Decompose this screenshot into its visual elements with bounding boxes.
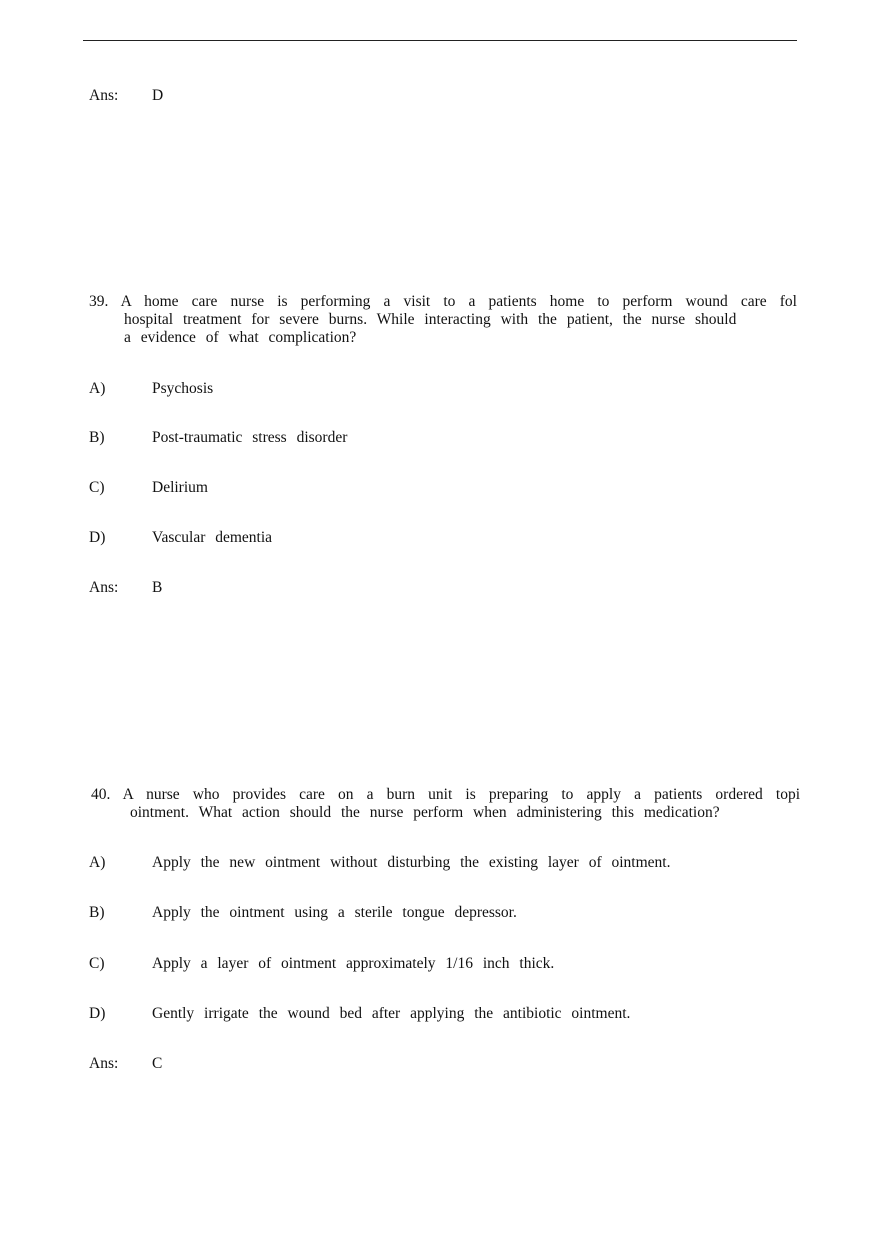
answer-label: Ans: [89, 1055, 119, 1072]
answer-value: D [152, 87, 164, 104]
header-rule [83, 40, 797, 41]
option-text: Vascular dementia [152, 529, 273, 546]
question-stem-line: a evidence of what complication? [124, 329, 357, 346]
option-text: Delirium [152, 479, 208, 496]
option-label: C) [89, 479, 105, 496]
option-label: A) [89, 854, 106, 871]
option-label: B) [89, 904, 105, 921]
option-text: Apply a layer of ointment approximately 1/16 inch thick. [152, 955, 555, 972]
option-label: D) [89, 529, 106, 546]
option-text: Apply the new ointment without disturbing the existing layer of ointment. [152, 854, 671, 871]
question-stem-line: 40. A nurse who provides care on a burn unit is preparing to apply a patients ordered topi [91, 786, 800, 803]
question-stem-line: ointment. What action should the nurse perform when administering this medication? [130, 804, 720, 821]
option-label: A) [89, 380, 106, 397]
option-text: Gently irrigate the wound bed after applying the antibiotic ointment. [152, 1005, 631, 1022]
question-stem-line: hospital treatment for severe burns. While interacting with the patient, the nurse should [124, 311, 737, 328]
answer-label: Ans: [89, 579, 119, 596]
option-label: B) [89, 429, 105, 446]
option-text: Psychosis [152, 380, 214, 397]
answer-value: B [152, 579, 163, 596]
option-label: D) [89, 1005, 106, 1022]
option-text: Apply the ointment using a sterile tongue depressor. [152, 904, 517, 921]
answer-label: Ans: [89, 87, 119, 104]
answer-value: C [152, 1055, 163, 1072]
option-text: Post-traumatic stress disorder [152, 429, 348, 446]
question-stem-line: 39. A home care nurse is performing a visit to a patients home to perform wound care fol [89, 293, 797, 310]
option-label: C) [89, 955, 105, 972]
